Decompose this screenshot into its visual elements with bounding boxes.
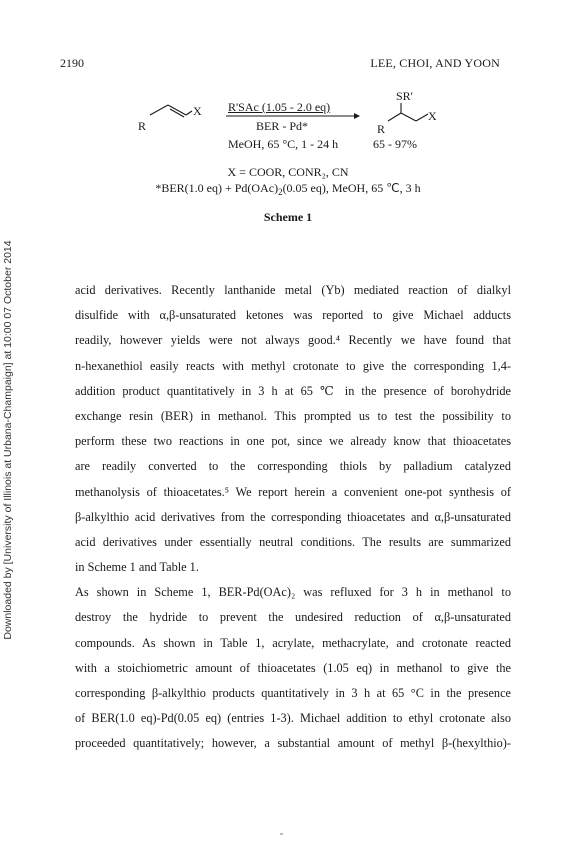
scheme-footnote (0, 181, 576, 196)
body-line: As shown in Scheme 1, BER-Pd(OAc)₂ was refluxed for 3 h in methanol to (75, 585, 511, 600)
body-line: of BER(1.0 eq)-Pd(0.05 eq) (entries 1-3). Michael addition to ethyl crotonate also (75, 711, 511, 726)
body-line: are readily converted to the corresponding thiols by palladium catalyzed (75, 459, 511, 474)
body-line: exchange resin (BER) in methanol. This prompted us to test the possibility to (75, 408, 511, 423)
reactant-r-label: R (138, 119, 147, 133)
scan-artifact (280, 833, 283, 835)
body-line: n-hexanethiol easily reacts with methyl crotonate to give the corresponding 1,4- (75, 358, 511, 373)
product-sr-label: SR' (396, 89, 413, 103)
reactant-x-label: X (193, 104, 202, 118)
scheme-yield: 65 - 97% (373, 137, 417, 151)
product-r-label: R (377, 122, 386, 136)
footnote-post: (0.05 eq), MeOH, 65 ℃, 3 h (282, 181, 421, 195)
reactant-bond-1 (150, 105, 168, 115)
download-notice: Downloaded by [University of Illinois at Urbana-Champaign] at 10:00 07 October 2014 (2, 240, 14, 640)
body-line: addition product quantitatively in 3 h at 65 ℃ in the presence of borohydride (75, 383, 511, 398)
running-head: LEE, CHOI, AND YOON (370, 56, 500, 70)
reactant-bond-3 (186, 111, 192, 115)
product-bond-1 (388, 113, 401, 121)
body-line: methanolysis of thioacetates.⁵ We report herein a convenient one-pot synthesis of (75, 484, 511, 499)
body-line: acid derivatives. Recently lanthanide metal (Yb) mediated reaction of dialkyl (75, 283, 511, 297)
paragraph-1 (75, 278, 511, 580)
body-line: in Scheme 1 and Table 1. (75, 560, 199, 575)
scheme-conditions: MeOH, 65 °C, 1 - 24 h (228, 137, 339, 151)
page-number: 2190 (60, 56, 84, 70)
reaction-arrowhead (354, 113, 360, 119)
product-bond-2 (401, 113, 416, 121)
scheme-caption: Scheme 1 (263, 210, 313, 224)
body-line: acid derivatives under essentially neutral conditions. The results are summarized (75, 534, 511, 549)
scheme-x-definition: X = COOR, CONR₂, CN (227, 165, 349, 179)
footnote-pre: *BER(1.0 eq) + Pd(OAc) (155, 181, 279, 195)
body-line: compounds. As shown in Table 1, acrylate, methacrylate, and crotonate reacted (75, 635, 511, 650)
product-x-label: X (428, 109, 437, 123)
body-text (75, 278, 511, 757)
scheme-catalyst: BER - Pd* (256, 119, 309, 133)
body-line: corresponding β-alkylthio products quantitatively in 3 h at 65 °C in the presence (75, 686, 511, 700)
paragraph-2 (75, 580, 511, 756)
body-line: β-alkylthio acid derivatives from the corresponding thioacetates and α,β-unsaturated (75, 509, 511, 524)
body-line: proceeded quantitatively; however, a substantial amount of methyl β-(hexylthio)- (75, 736, 511, 751)
body-line: with a stoichiometric amount of thioacetates (1.05 eq) in methanol to give the (75, 660, 511, 675)
footnote-subscript: 2 (278, 187, 283, 197)
body-line: perform these two reactions in one pot, since we already know that thioacetates (75, 434, 511, 449)
product-bond-3 (416, 114, 428, 121)
body-line: destroy the hydride to prevent the undesired reduction of α,β-unsaturated (75, 610, 511, 625)
body-line: disulfide with α,β-unsaturated ketones was reported to give Michael adducts (75, 308, 511, 323)
body-line: readily, however yields were not always good.⁴ Recently we have found that (75, 333, 511, 348)
scheme-reagent: R'SAc (1.05 - 2.0 eq) (228, 100, 331, 114)
